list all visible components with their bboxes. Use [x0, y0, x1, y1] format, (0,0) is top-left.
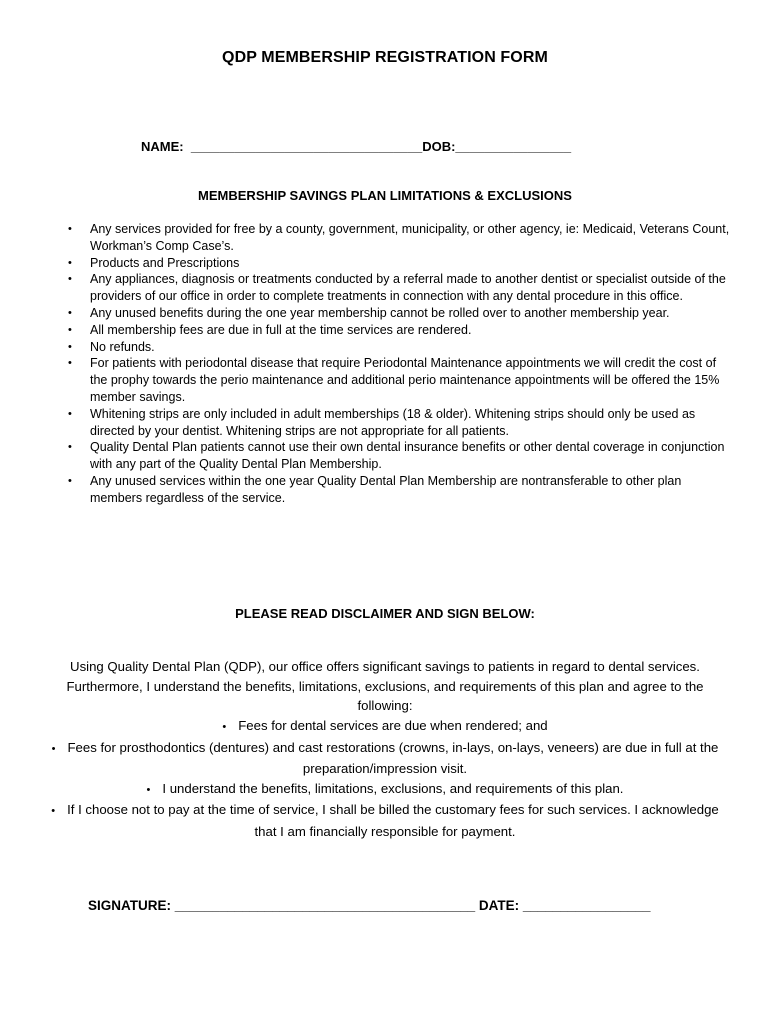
form-title: QDP MEMBERSHIP REGISTRATION FORM	[222, 49, 548, 66]
list-item-text: Whitening strips are only included in adult memberships (18 & older). Whitening strips should only be used as directed by your dentist. Whitening strips are not appropriate for all patients.	[90, 406, 696, 438]
list-item-text: All membership fees are due in full at the time services are rendered.	[90, 322, 472, 337]
list-item-text: If I choose not to pay at the time of service, I shall be billed the customary fees for such services. I acknowledge that I am financially responsible for payment.	[67, 802, 719, 839]
name-field[interactable]: ________________________________	[190, 139, 423, 154]
list-item	[40, 738, 730, 779]
list-item-text: I understand the benefits, limitations, exclusions, and requirements of this plan.	[162, 780, 624, 796]
list-item	[40, 800, 730, 841]
signature-label: SIGNATURE:	[88, 898, 171, 913]
list-item	[40, 716, 730, 738]
list-item-text: For patients with periodontal disease that require Periodontal Maintenance appointments we will credit the cost of the prophy towards the perio maintenance and additional perio maintenance appointments will be offered the 15% member savings.	[90, 356, 720, 404]
bullet-icon: •	[68, 441, 72, 454]
bullet-icon: •	[68, 357, 72, 370]
list-item-text: Fees for dental services are due when rendered; and	[238, 718, 548, 733]
bullet-icon: •	[68, 323, 72, 336]
list-item	[68, 355, 730, 405]
list-item-text: Any unused benefits during the one year membership cannot be rolled over to another membership year.	[90, 305, 670, 320]
list-item-text: No refunds.	[90, 339, 155, 354]
list-item	[68, 255, 730, 272]
limitations-list	[68, 221, 730, 507]
list-item	[68, 221, 730, 255]
list-item	[68, 271, 730, 305]
name-label: NAME:	[141, 139, 184, 154]
list-item-text: Quality Dental Plan patients cannot use their own dental insurance benefits or other dental coverage in conjunction with any part of the Quality Dental Plan Membership.	[90, 440, 725, 472]
list-item	[68, 322, 730, 339]
date-field[interactable]: _________________	[522, 898, 651, 913]
bullet-icon: •	[222, 721, 227, 733]
date-label: DATE:	[478, 898, 520, 913]
signature-field[interactable]: ________________________________________	[174, 898, 476, 913]
disclaimer-intro: Using Quality Dental Plan (QDP), our office offers significant savings to patients in regard to dental services. Furthermore, I understand the benefits, limitations, exclusions, and requirements of this plan and agree to the following:	[66, 659, 704, 713]
list-item	[68, 473, 730, 507]
signature-date-row	[88, 898, 651, 913]
bullet-icon: •	[68, 474, 72, 487]
dob-field[interactable]: ________________	[455, 139, 572, 154]
bullet-icon: •	[68, 407, 72, 420]
bullet-icon: •	[68, 273, 72, 286]
bullet-icon: •	[68, 340, 72, 353]
dob-label: DOB:	[422, 139, 456, 154]
list-item	[68, 439, 730, 473]
list-item-text: Fees for prosthodontics (dentures) and cast restorations (crowns, in-lays, on-lays, veneers) are due in full at the preparation/impression visit.	[67, 739, 719, 776]
list-item	[68, 406, 730, 440]
bullet-icon: •	[68, 306, 72, 319]
list-item	[68, 339, 730, 356]
bullet-icon: •	[146, 783, 151, 796]
limitations-heading: MEMBERSHIP SAVINGS PLAN LIMITATIONS & EXCLUSIONS	[198, 188, 572, 203]
name-dob-row	[141, 139, 571, 154]
disclaimer-heading: PLEASE READ DISCLAIMER AND SIGN BELOW:	[235, 606, 535, 621]
bullet-icon: •	[51, 742, 56, 755]
list-item-text: Any appliances, diagnosis or treatments conducted by a referral made to another dentist or specialist outside of the providers of our office in order to complete treatments in connection with any dental procedure in this office.	[90, 272, 726, 304]
bullet-icon: •	[68, 256, 72, 269]
list-item-text: Products and Prescriptions	[90, 255, 240, 270]
bullet-icon: •	[51, 805, 56, 817]
list-item-text: Any unused services within the one year Quality Dental Plan Membership are nontransferable to other plan members regardless of the service.	[90, 473, 682, 505]
list-item	[68, 305, 730, 322]
agreement-list	[40, 716, 730, 841]
bullet-icon: •	[68, 223, 72, 235]
list-item-text: Any services provided for free by a county, government, municipality, or other agency, ie: Medicaid, Veterans Count, Workman’s Comp Case’s.	[90, 222, 730, 253]
list-item	[40, 779, 730, 801]
